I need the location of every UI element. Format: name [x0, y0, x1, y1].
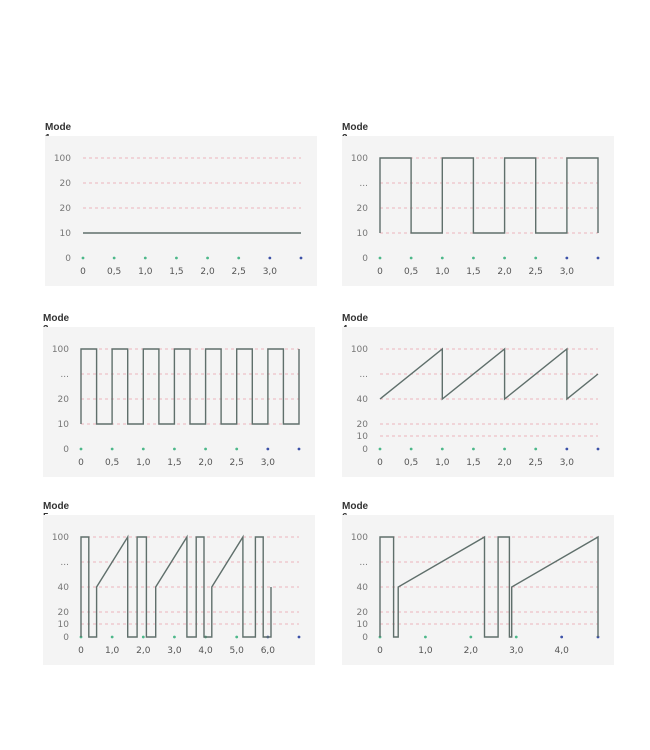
y-tick-label: 20 — [356, 204, 368, 214]
x-tick-label: 0 — [377, 267, 383, 277]
y-tick-label: 100 — [350, 345, 368, 355]
x-tick-label: 3,0 — [262, 267, 278, 277]
x-tick-label: 0 — [377, 646, 383, 656]
baseline-dot — [379, 257, 382, 260]
baseline-dot — [142, 448, 145, 451]
y-tick-label: 100 — [350, 154, 368, 164]
baseline-dot — [235, 448, 238, 451]
baseline-dot — [82, 257, 85, 260]
mode-2-chart — [342, 136, 614, 286]
y-tick-label: ... — [60, 558, 69, 568]
baseline-dot — [266, 448, 269, 451]
baseline-dot — [298, 448, 301, 451]
series-line — [380, 158, 598, 233]
baseline-dot — [560, 636, 563, 639]
y-tick-label: 10 — [356, 620, 368, 630]
baseline-dot — [173, 636, 176, 639]
x-tick-label: 1,0 — [136, 458, 151, 468]
x-tick-label: 2,0 — [200, 267, 215, 277]
y-tick-label: 10 — [356, 432, 368, 442]
baseline-dot — [410, 448, 413, 451]
y-tick-label: 100 — [51, 533, 69, 543]
x-tick-label: 1,0 — [104, 646, 120, 656]
baseline-dot — [113, 257, 116, 260]
x-tick-label: 3,0 — [559, 458, 575, 468]
x-tick-label: 6,0 — [260, 646, 276, 656]
y-tick-label: ... — [359, 558, 368, 568]
x-tick-label: 1,5 — [466, 267, 481, 277]
plot-area — [45, 136, 317, 286]
x-tick-label: 1,0 — [435, 458, 450, 468]
baseline-dot — [515, 636, 518, 639]
y-tick-label: 0 — [362, 633, 368, 643]
x-tick-label: 0,5 — [403, 267, 419, 277]
x-tick-label: 1,0 — [138, 267, 153, 277]
x-tick-label: 3,0 — [167, 646, 182, 656]
panel-title: Mode — [43, 501, 70, 512]
baseline-dot — [424, 636, 427, 639]
x-tick-label: 2,0 — [497, 458, 512, 468]
baseline-dot — [111, 448, 114, 451]
x-tick-label: 2,0 — [463, 646, 478, 656]
mode-4-chart — [342, 327, 614, 477]
x-tick-label: 3,0 — [260, 458, 276, 468]
panel-title: Mode — [342, 122, 369, 133]
y-tick-label: 20 — [59, 204, 71, 214]
baseline-dot — [142, 636, 145, 639]
baseline-dot — [565, 448, 568, 451]
y-tick-label: 20 — [356, 420, 368, 430]
y-tick-label: ... — [359, 179, 368, 189]
y-tick-label: 10 — [57, 620, 69, 630]
baseline-dot — [503, 257, 506, 260]
baseline-dot — [268, 257, 271, 260]
x-tick-label: 1,5 — [169, 267, 184, 277]
x-tick-label: 0 — [78, 646, 84, 656]
x-tick-label: 2,5 — [528, 458, 543, 468]
baseline-dot — [204, 448, 207, 451]
mode-1-chart — [45, 136, 317, 286]
y-tick-label: 20 — [59, 179, 71, 189]
baseline-dot — [298, 636, 301, 639]
x-tick-label: 3,0 — [509, 646, 524, 656]
baseline-dot — [534, 448, 537, 451]
y-tick-label: 0 — [63, 633, 69, 643]
y-tick-label: 40 — [356, 395, 368, 405]
y-tick-label: 10 — [59, 229, 71, 239]
baseline-dot — [173, 448, 176, 451]
y-tick-label: 20 — [57, 395, 69, 405]
x-tick-label: 1,5 — [167, 458, 182, 468]
x-tick-label: 1,0 — [418, 646, 433, 656]
x-tick-label: 0 — [377, 458, 383, 468]
x-tick-label: 2,0 — [198, 458, 213, 468]
baseline-dot — [111, 636, 114, 639]
y-tick-label: 10 — [57, 420, 69, 430]
x-tick-label: 1,0 — [435, 267, 450, 277]
x-tick-label: 0,5 — [106, 267, 122, 277]
x-tick-label: 2,5 — [229, 458, 244, 468]
baseline-dot — [503, 448, 506, 451]
baseline-dot — [410, 257, 413, 260]
baseline-dot — [441, 448, 444, 451]
x-tick-label: 2,5 — [231, 267, 246, 277]
baseline-dot — [597, 448, 600, 451]
panel-title: Mode — [43, 313, 70, 324]
panel-title: Mode — [45, 122, 72, 133]
mode-6-chart — [342, 515, 614, 665]
baseline-dot — [144, 257, 147, 260]
baseline-dot — [300, 257, 303, 260]
panel-title: Mode — [342, 313, 369, 324]
y-tick-label: 100 — [350, 533, 368, 543]
x-tick-label: 0 — [78, 458, 84, 468]
baseline-dot — [597, 257, 600, 260]
y-tick-label: 20 — [57, 608, 69, 618]
x-tick-label: 3,0 — [559, 267, 575, 277]
plot-area — [342, 327, 614, 477]
x-tick-label: 2,0 — [497, 267, 512, 277]
x-tick-label: 0,5 — [403, 458, 419, 468]
series-line — [81, 349, 299, 424]
plot-area — [342, 515, 614, 665]
y-tick-label: 40 — [57, 583, 69, 593]
mode-5-chart — [43, 515, 315, 665]
baseline-dot — [441, 257, 444, 260]
baseline-dot — [472, 257, 475, 260]
y-tick-label: 20 — [356, 608, 368, 618]
x-tick-label: 2,0 — [136, 646, 151, 656]
plot-area — [43, 327, 315, 477]
x-tick-label: 0 — [80, 267, 86, 277]
plot-area — [342, 136, 614, 286]
baseline-dot — [206, 257, 209, 260]
x-tick-label: 0,5 — [104, 458, 120, 468]
baseline-dot — [472, 448, 475, 451]
baseline-dot — [175, 257, 178, 260]
y-tick-label: 100 — [51, 345, 69, 355]
x-tick-label: 2,5 — [528, 267, 543, 277]
baseline-dot — [237, 257, 240, 260]
y-tick-label: 100 — [53, 154, 71, 164]
baseline-dot — [379, 448, 382, 451]
baseline-dot — [469, 636, 472, 639]
x-tick-label: 4,0 — [554, 646, 569, 656]
x-tick-label: 4,0 — [198, 646, 213, 656]
baseline-dot — [80, 448, 83, 451]
y-tick-label: 0 — [65, 254, 71, 264]
y-tick-label: 0 — [63, 445, 69, 455]
y-tick-label: 0 — [362, 445, 368, 455]
y-tick-label: 0 — [362, 254, 368, 264]
series-line — [81, 537, 271, 637]
plot-area — [43, 515, 315, 665]
baseline-dot — [235, 636, 238, 639]
baseline-dot — [565, 257, 568, 260]
x-tick-label: 1,5 — [466, 458, 481, 468]
y-tick-label: 10 — [356, 229, 368, 239]
x-tick-label: 5,0 — [229, 646, 244, 656]
panel-title: Mode — [342, 501, 369, 512]
y-tick-label: ... — [60, 370, 69, 380]
mode-3-chart — [43, 327, 315, 477]
y-tick-label: ... — [359, 370, 368, 380]
y-tick-label: 40 — [356, 583, 368, 593]
baseline-dot — [534, 257, 537, 260]
